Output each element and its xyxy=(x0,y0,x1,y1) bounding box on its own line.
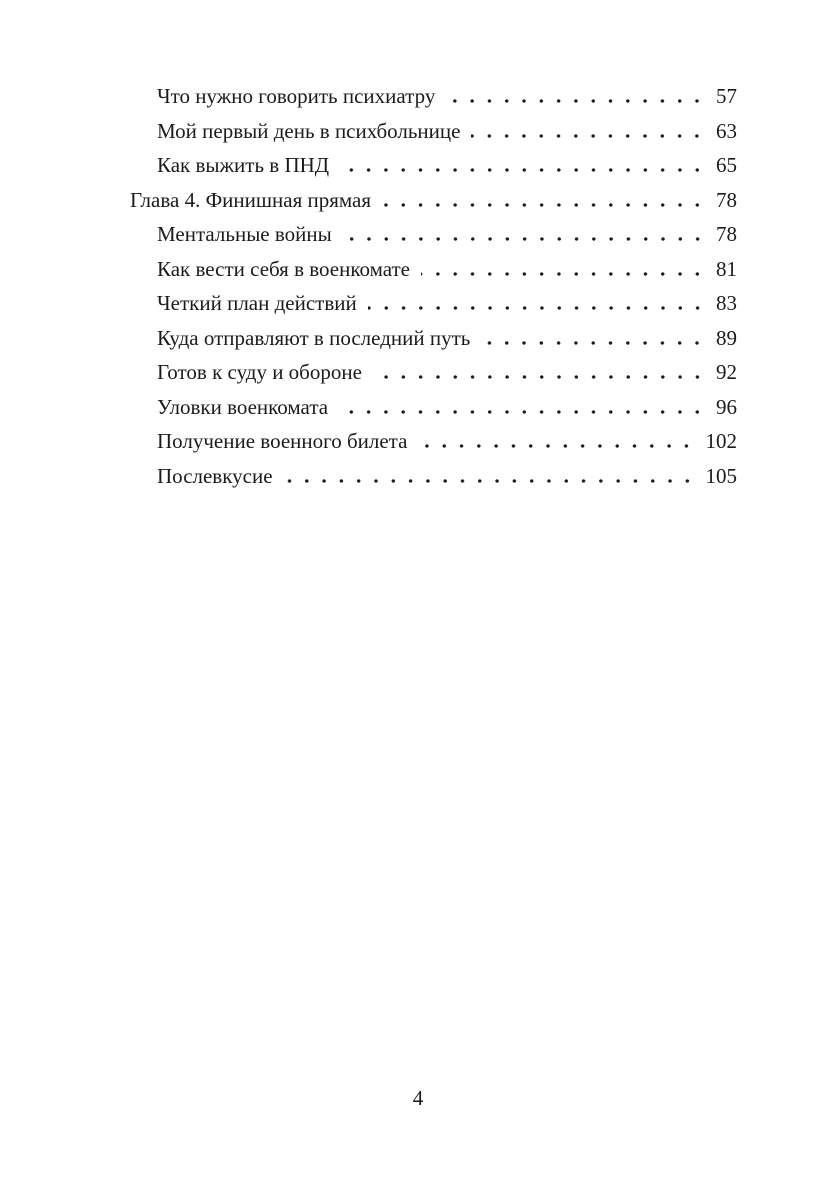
toc-entry-page: 96 xyxy=(716,394,737,419)
toc-entry-title: Послевкусие xyxy=(157,464,273,489)
toc-entry xyxy=(130,148,737,183)
dot-leader xyxy=(446,99,706,103)
toc-entry-page: 63 xyxy=(716,118,737,143)
toc-entry-page: 57 xyxy=(716,84,737,108)
footer-page-number: 4 xyxy=(412,1086,424,1110)
toc-entry xyxy=(130,424,737,459)
toc-entry xyxy=(130,321,737,356)
toc-entry-page: 65 xyxy=(716,153,737,178)
dot-leader xyxy=(368,306,706,310)
toc-entry-page: 89 xyxy=(716,325,737,350)
toc-entry-title: Получение военного билета xyxy=(157,429,408,454)
dot-leader xyxy=(340,168,706,172)
toc-entry-page: 81 xyxy=(716,256,737,281)
toc-entry-title: Ментальные войны xyxy=(157,222,332,247)
toc-list xyxy=(130,79,737,494)
dot-leader xyxy=(421,272,706,276)
toc-entry xyxy=(130,355,737,390)
dot-leader xyxy=(343,237,706,241)
toc-entry-page: 78 xyxy=(716,222,737,247)
dot-leader xyxy=(418,444,695,448)
toc-entry xyxy=(130,390,737,425)
dot-leader xyxy=(284,479,696,483)
toc-entry-title: Четкий план действий xyxy=(157,291,357,316)
toc-entry-title: Глава 4. Финишная прямая xyxy=(130,187,372,212)
toc-entry-title: Мой первый день в психбольнице xyxy=(157,118,461,143)
toc-entry xyxy=(130,217,737,252)
toc-entry xyxy=(130,286,737,321)
toc-entry-title: Как вести себя в военкомате xyxy=(157,256,411,281)
toc-entry-page: 83 xyxy=(716,291,737,316)
toc-entry-page: 78 xyxy=(716,187,737,212)
toc-entry xyxy=(130,183,737,218)
toc-entry-title: Готов к суду и обороне xyxy=(157,360,362,385)
dot-leader xyxy=(382,203,706,207)
toc-entry-page: 92 xyxy=(716,360,737,385)
dot-leader xyxy=(481,341,706,345)
dot-leader xyxy=(471,134,706,138)
toc-entry-title: Что нужно говорить психиатру xyxy=(157,84,436,108)
toc-entry xyxy=(130,252,737,287)
toc-entry xyxy=(130,459,737,494)
toc-entry xyxy=(130,114,737,149)
toc-entry-title: Куда отправляют в последний путь xyxy=(157,325,471,350)
toc-entry-title: Как выжить в ПНД xyxy=(157,153,330,178)
dot-leader xyxy=(373,375,706,379)
toc-entry-page: 105 xyxy=(705,464,737,489)
dot-leader xyxy=(339,410,706,414)
toc-entry-title: Уловки военкомата xyxy=(157,394,329,419)
toc-entry-page: 102 xyxy=(705,429,737,454)
toc-entry xyxy=(130,79,737,114)
